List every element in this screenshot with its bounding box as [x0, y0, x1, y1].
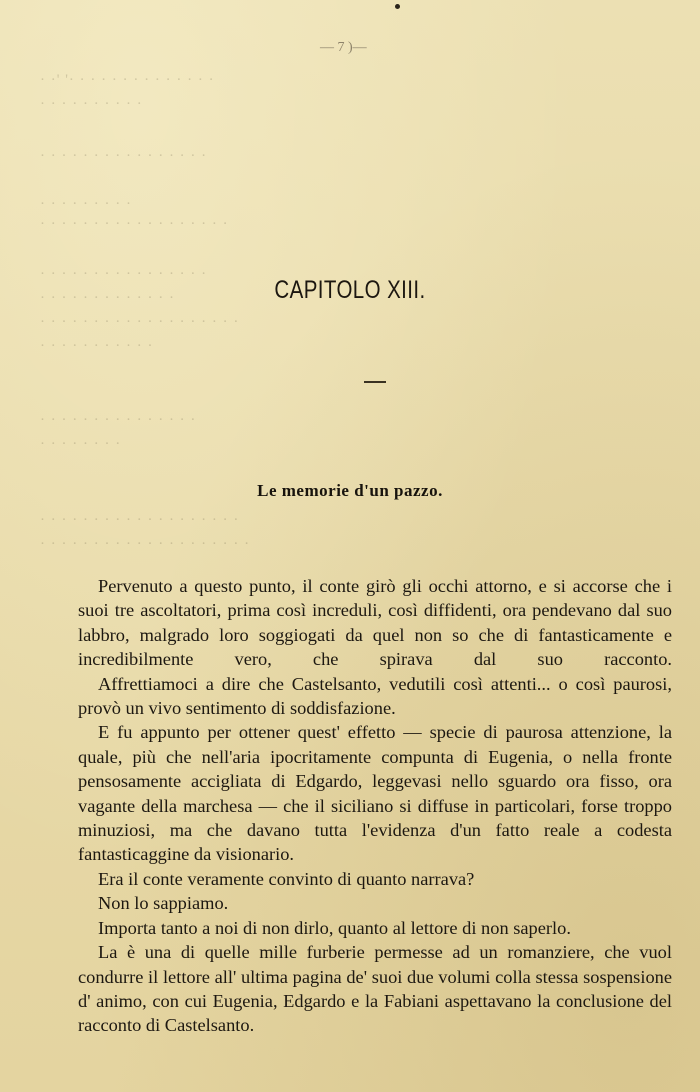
show-through-text: · · · · · · · · · · · — [40, 338, 154, 354]
show-through-text: · · · · · · · · · · — [40, 96, 143, 112]
show-through-text: · ·' '· · · · · · · · · · · · · · — [40, 72, 215, 88]
show-through-text: · · · · · · · · · · · · · — [40, 290, 175, 306]
paragraph: Affrettiamoci a dire che Castelsanto, vedutili così attenti... o così paurosi, provò un vivo sentimento di soddisfazione. — [78, 673, 672, 719]
show-through-text: · · · · · · · · · · · · · · · · · · · — [40, 314, 240, 330]
page-header-ornament: — 7 )— — [320, 40, 367, 55]
paragraph: Importa tanto a noi di non dirlo, quanto al lettore di non saperlo. — [98, 917, 571, 938]
show-through-text: · · · · · · · · — [40, 436, 122, 452]
divider-rule — [364, 381, 386, 383]
show-through-text: · · · · · · · · · · · · · · · · · · · — [40, 512, 240, 528]
show-through-text: · · · · · · · · · · · · · · · · — [40, 266, 208, 282]
show-through-text: · · · · · · · · · · · · · · · · · · — [40, 216, 229, 232]
body-text — [78, 574, 672, 1038]
show-through-text: · · · · · · · · · · · · · · · · · · · · — [40, 536, 251, 552]
show-through-text: · · · · · · · · · · · · · · · · — [40, 148, 208, 164]
ink-dot — [395, 4, 400, 9]
chapter-title: CAPITOLO XIII. — [274, 276, 426, 304]
paragraph: Era il conte veramente convinto di quanto narrava? — [98, 868, 475, 889]
show-through-text: · · · · · · · · · — [40, 196, 132, 212]
paragraph: E fu appunto per ottener quest' effetto — specie di paurosa attenzione, la quale, più che nell'aria ipocritamente compunta di Eugenia, o nella fronte pensosamente accigliata di Edgardo, leggevasi nello sguardo ora fisso, ora vagante della marchesa — che il siciliano si diffuse in particolari, forse troppo minuziosi, ma che davano tutta l'evidenza d'un fatto reale a codesta fantasticaggine da visionario. — [78, 722, 672, 865]
show-through-text: · · · · · · · · · · · · · · · — [40, 412, 197, 428]
paragraph: La è una di quelle mille furberie permesse ad un romanziere, che vuol condurre il lettore all' ultima pagina de' suoi due volumi colla stessa sospensione d' animo, con cui Eugenia, Edgardo e la Fabiani aspettavano la conclusione del racconto di Castelsanto. — [78, 942, 672, 1036]
paragraph: Non lo sappiamo. — [98, 893, 229, 914]
section-title: Le memorie d'un pazzo. — [257, 481, 443, 500]
paragraph: Pervenuto a questo punto, il conte girò gli occhi attorno, e si accorse che i suoi tre ascoltatori, prima così increduli, così diffidenti, ora pendevano dal suo labbro, malgrado loro soggiogati da quel non so che di fantasticamente e incredibilmente vero, che spirava dal suo racconto. — [78, 576, 672, 670]
